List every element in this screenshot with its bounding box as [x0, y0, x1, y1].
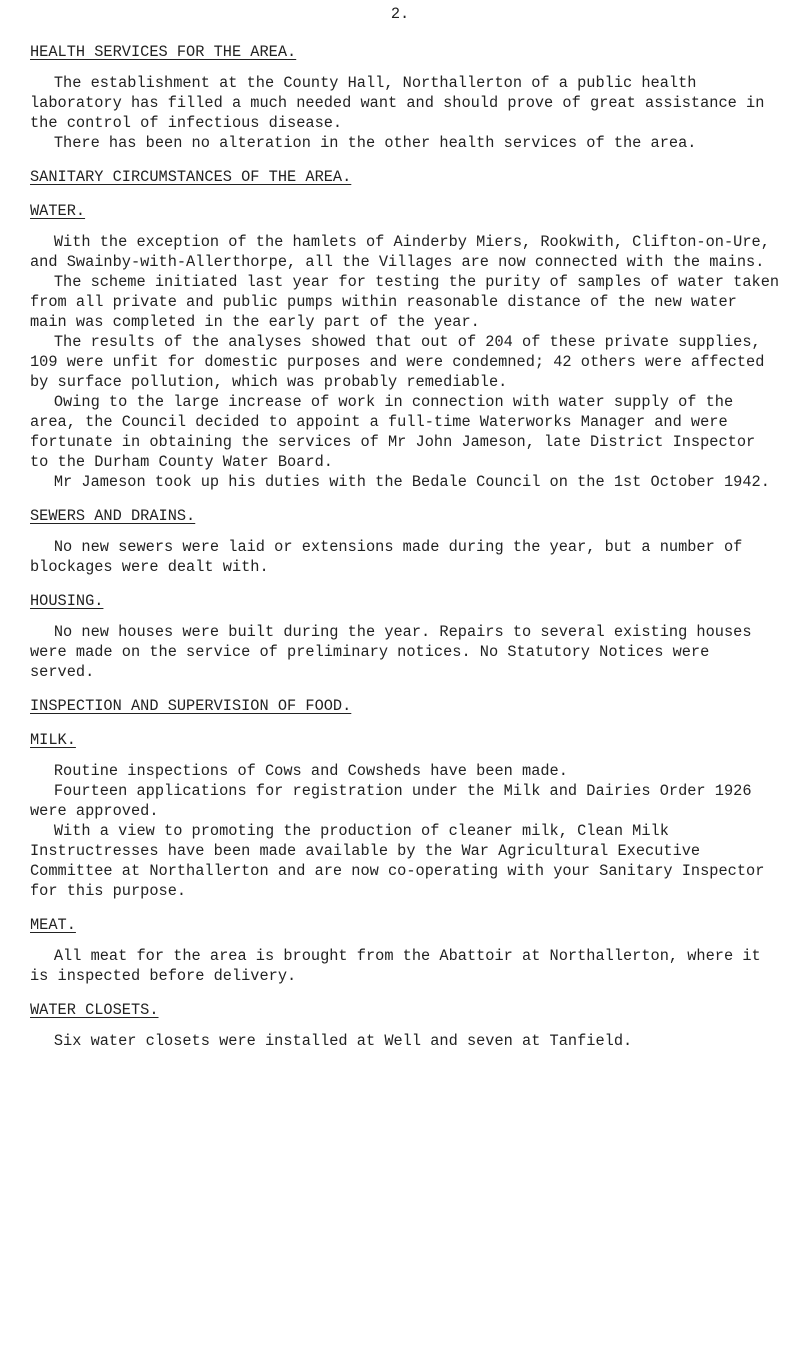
- paragraph: Routine inspections of Cows and Cowsheds have been made.: [53, 762, 568, 780]
- section-heading: INSPECTION AND SUPERVISION OF FOOD.: [30, 697, 352, 715]
- paragraph: With a view to promoting the production of cleaner milk, Clean Milk Instructresses have been made available by the War Agricultural Executive Committee at Northallerton and are now co-operating with your Sanitary Inspector for this purpose.: [30, 822, 765, 900]
- section-milk: [30, 730, 780, 901]
- paragraph: No new houses were built during the year. Repairs to several existing houses were made on the service of preliminary notices. No Statutory Notices were served.: [30, 623, 752, 681]
- paragraph: Owing to the large increase of work in connection with water supply of the area, the Council decided to appoint a full-time Waterworks Manager and were fortunate in obtaining the services of Mr John Jameson, late District Inspector to the Durham County Water Board.: [30, 393, 756, 471]
- paragraph: Mr Jameson took up his duties with the Bedale Council on the 1st October 1942.: [53, 473, 770, 491]
- section-heading: SEWERS AND DRAINS.: [30, 507, 196, 525]
- section-heading: HEALTH SERVICES FOR THE AREA.: [30, 43, 297, 61]
- paragraph: Fourteen applications for registration under the Milk and Dairies Order 1926 were approved.: [30, 782, 752, 820]
- paragraph: No new sewers were laid or extensions made during the year, but a number of blockages were dealt with.: [30, 538, 743, 576]
- section-heading: SANITARY CIRCUMSTANCES OF THE AREA.: [30, 168, 352, 186]
- section-health-services: [30, 42, 780, 153]
- section-heading: MILK.: [30, 731, 76, 749]
- paragraph: There has been no alteration in the other health services of the area.: [53, 134, 697, 152]
- section-heading: HOUSING.: [30, 592, 104, 610]
- section-heading: WATER CLOSETS.: [30, 1001, 159, 1019]
- section-water-closets: [30, 1000, 780, 1051]
- paragraph: The establishment at the County Hall, Northallerton of a public health laboratory has filled a much needed want and should prove of great assistance in the control of infectious disease.: [30, 74, 765, 132]
- paragraph: The scheme initiated last year for testing the purity of samples of water taken from all private and public pumps within reasonable distance of the new water main was completed in the early part of the year.: [30, 273, 780, 331]
- paragraph: All meat for the area is brought from the Abattoir at Northallerton, where it is inspected before delivery.: [30, 947, 761, 985]
- section-housing: [30, 591, 780, 682]
- page-number: 2.: [390, 5, 410, 23]
- paragraph: The results of the analyses showed that out of 204 of these private supplies, 109 were unfit for domestic purposes and were condemned; 42 others were affected by surface pollution, which was probably remediable.: [30, 333, 765, 391]
- section-heading: WATER.: [30, 202, 86, 220]
- section-sewers-and-drains: [30, 506, 780, 577]
- section-water: [30, 201, 780, 492]
- paragraph: With the exception of the hamlets of Ainderby Miers, Rookwith, Clifton-on-Ure, and Swainby-with-Allerthorpe, all the Villages are now connected with the mains.: [30, 233, 770, 271]
- document-page: [30, 0, 780, 1051]
- section-sanitary-circumstances: [30, 167, 780, 187]
- paragraph: Six water closets were installed at Well and seven at Tanfield.: [53, 1032, 633, 1050]
- section-heading: MEAT.: [30, 916, 76, 934]
- section-food-inspection: [30, 696, 780, 716]
- section-meat: [30, 915, 780, 986]
